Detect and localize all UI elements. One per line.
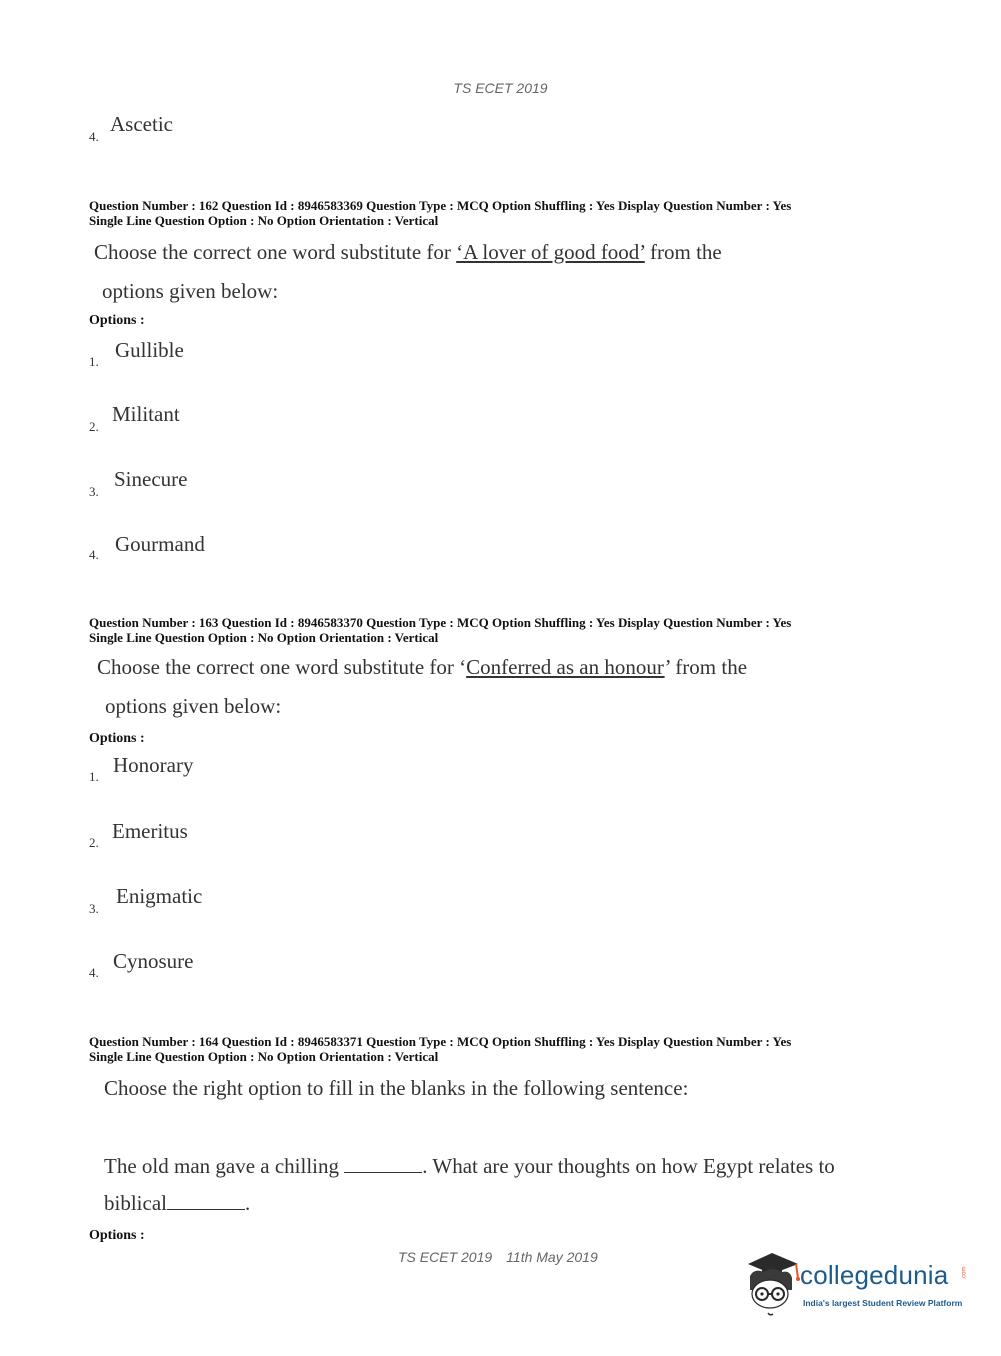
question-163-option-3-number: 3. xyxy=(89,901,99,916)
question-162-text-line2: options given below: xyxy=(102,279,279,303)
fill-blank-2 xyxy=(167,1191,245,1210)
question-162-meta-line1: Question Number : 162 Question Id : 8946583369 Question Type : MCQ Option Shuffling : Yes Display Question Number : Yes xyxy=(89,198,792,213)
question-163-text-before: Choose the correct one word substitute for ‘ xyxy=(97,655,467,679)
prev-option-number: 4. xyxy=(89,129,99,144)
question-162-options-label: Options : xyxy=(89,313,145,328)
question-164-sentence-line1 xyxy=(104,1154,835,1179)
question-162-option-1-number: 1. xyxy=(89,354,99,369)
question-162-option-3[interactable]: Sinecure xyxy=(114,467,188,491)
question-163-option-2[interactable]: Emeritus xyxy=(112,819,188,843)
question-164-sentence-part4: . xyxy=(244,1191,251,1215)
logo-suffix: .com xyxy=(961,1266,968,1280)
question-163-option-1-number: 1. xyxy=(89,769,99,784)
logo-tagline: India's largest Student Review Platform xyxy=(803,1298,963,1308)
question-163-text-after: ’ from the xyxy=(664,655,748,679)
question-164-sentence-part2: . What are your thoughts on how Egypt relates to xyxy=(422,1154,835,1178)
question-164-meta-line1: Question Number : 164 Question Id : 8946583371 Question Type : MCQ Option Shuffling : Yes Display Question Number : Yes xyxy=(89,1034,792,1049)
fill-blank-1 xyxy=(344,1154,422,1173)
question-163-text-underlined: Conferred as an honour xyxy=(466,655,665,679)
question-163-text-line2: options given below: xyxy=(105,694,282,718)
collegedunia-logo xyxy=(742,1248,972,1318)
question-162-option-2-number: 2. xyxy=(89,419,99,434)
question-162-text-after: from the xyxy=(644,240,722,264)
question-162-option-1[interactable]: Gullible xyxy=(115,338,184,362)
question-163-text xyxy=(97,655,747,680)
mascot-icon xyxy=(742,1248,804,1318)
question-164-sentence-part1: The old man gave a chilling xyxy=(104,1154,345,1178)
question-163-option-2-number: 2. xyxy=(89,835,99,850)
footer-date: 11th May 2019 xyxy=(506,1249,598,1265)
question-164-sentence-line2 xyxy=(104,1191,250,1216)
question-164-meta-line2: Single Line Question Option : No Option Orientation : Vertical xyxy=(89,1049,439,1064)
question-163-option-4-number: 4. xyxy=(89,965,99,980)
question-163-option-1[interactable]: Honorary xyxy=(113,753,194,777)
question-164-sentence-part3: biblical xyxy=(104,1191,167,1215)
question-162-option-4-number: 4. xyxy=(89,547,99,562)
footer-exam: TS ECET 2019 xyxy=(398,1249,493,1265)
question-164-text-line1: Choose the right option to fill in the blanks in the following sentence: xyxy=(104,1076,689,1100)
page-header-title: TS ECET 2019 xyxy=(453,80,548,96)
question-163-options-label: Options : xyxy=(89,731,145,746)
question-163-meta-line2: Single Line Question Option : No Option Orientation : Vertical xyxy=(89,630,439,645)
question-162-text-underlined: ‘A lover of good food’ xyxy=(456,240,645,264)
page-footer xyxy=(398,1249,598,1265)
question-163-option-4[interactable]: Cynosure xyxy=(113,949,194,973)
question-162-option-3-number: 3. xyxy=(89,484,99,499)
question-162-meta-line2: Single Line Question Option : No Option Orientation : Vertical xyxy=(89,213,439,228)
question-162-option-4[interactable]: Gourmand xyxy=(115,532,205,556)
question-164-options-label: Options : xyxy=(89,1228,145,1243)
question-162-option-2[interactable]: Militant xyxy=(112,402,180,426)
question-162-text-before: Choose the correct one word substitute for xyxy=(94,240,457,264)
logo-name: collegedunia xyxy=(800,1260,949,1290)
prev-option-text: Ascetic xyxy=(110,112,173,136)
question-163-meta-line1: Question Number : 163 Question Id : 8946583370 Question Type : MCQ Option Shuffling : Yes Display Question Number : Yes xyxy=(89,615,792,630)
question-162-text xyxy=(94,240,722,265)
question-163-option-3[interactable]: Enigmatic xyxy=(116,884,203,908)
